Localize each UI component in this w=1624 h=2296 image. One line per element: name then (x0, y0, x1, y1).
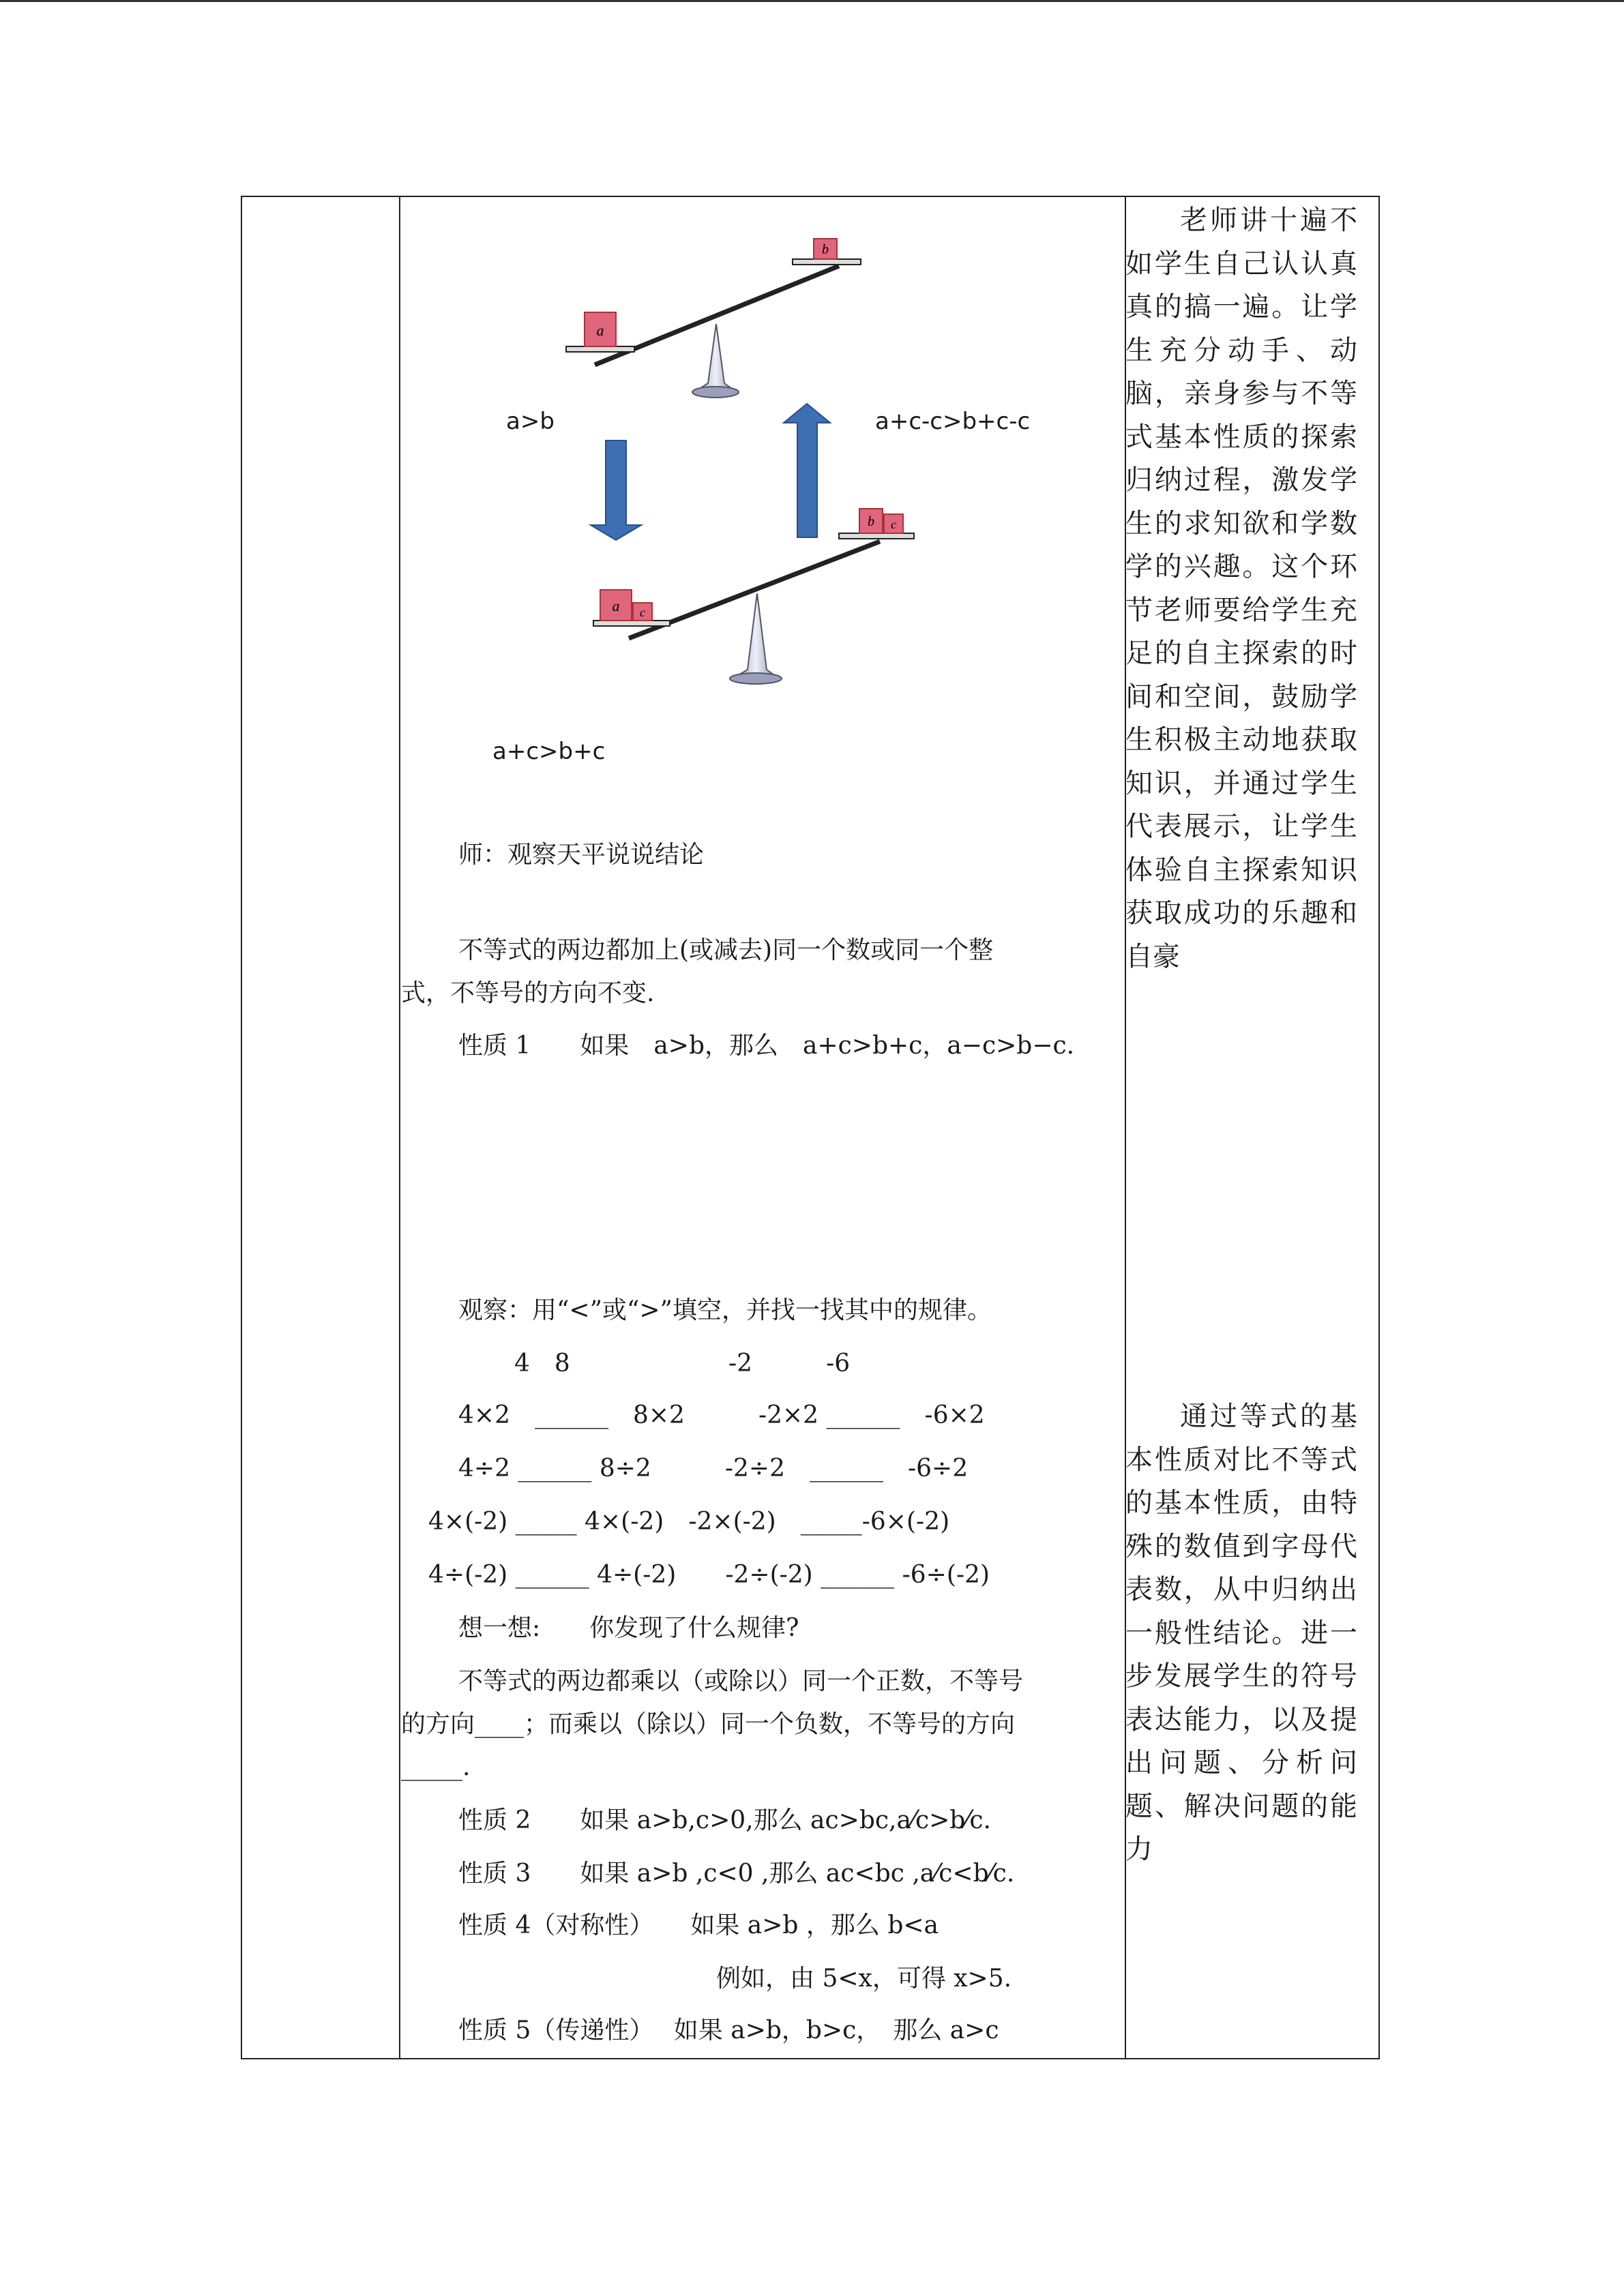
balance-diagram (477, 225, 1037, 702)
property-statement-line1: 不等式的两边都加上(或减去)同一个数或同一个整 (458, 936, 994, 964)
teaching-note-1 (1125, 199, 1357, 979)
column-divider-1 (399, 197, 400, 2058)
down-arrow (591, 441, 641, 540)
property-5: 性质 5（传递性） 如果 a>b，b>c， 那么 a>c (458, 2016, 999, 2044)
rule-line-1: 不等式的两边都乘以（或除以）同一个正数，不等号 (458, 1667, 1024, 1695)
row-4: 4÷(-2) ______ 4÷(-2) -2÷(-2) ______ -6÷(-2) (428, 1561, 990, 1589)
row-0-left: 4 8 (514, 1350, 570, 1377)
box-b-top-label: b (822, 242, 829, 257)
box-a-top-label: a (596, 322, 604, 339)
label-a-plus-c-gt-b-plus-c: a+c>b+c (492, 738, 606, 765)
property-statement-line2: 式，不等号的方向不变. (401, 979, 655, 1007)
property-3: 性质 3 如果 a>b ,c<0 ,那么 ac<bc ,a⁄c<b⁄c. (458, 1860, 1015, 1888)
top-balance (566, 239, 861, 398)
rule-line-2: 的方向____；而乘以（除以）同一个负数，不等号的方向 (401, 1710, 1016, 1738)
box-a-bottom-label: a (612, 597, 620, 614)
property-4: 性质 4（对称性） 如果 a>b ，那么 b<a (458, 1911, 939, 1939)
bottom-balance (593, 509, 914, 684)
label-a-plus-c-minus-c: a+c-c>b+c-c (875, 408, 1031, 435)
property-1: 性质 1 如果 a>b，那么 a+c>b+c，a−c>b−c. (458, 1032, 1075, 1060)
label-a-gt-b: a>b (506, 408, 555, 435)
box-c-bottom-right-label: c (891, 518, 896, 531)
teacher-prompt: 师：观察天平说说结论 (458, 841, 705, 869)
property-2: 性质 2 如果 a>b,c>0,那么 ac>bc,a⁄c>b⁄c. (458, 1806, 991, 1834)
row-1: 4×2 ______ 8×2 -2×2 ______ -6×2 (458, 1401, 985, 1429)
teaching-note-2-text: 通过等式的基本性质对比不等式的基本性质，由特殊的数值到字母代表数，从中归纳出一般性结论。进一步发展学生的符号表达能力，以及提出问题、分析问题、解决问题的能力 (1125, 1401, 1357, 1865)
row-0-right: -2 -6 (728, 1350, 851, 1377)
box-c-bottom-label: c (640, 606, 645, 619)
think-prompt: 想一想: 你发现了什么规律? (458, 1614, 799, 1642)
rule-line-3: _____. (401, 1753, 471, 1781)
observe-instruction: 观察：用“<”或“>”填空，并找一找其中的规律。 (458, 1296, 992, 1324)
row-2: 4÷2 ______ 8÷2 -2÷2 ______ -6÷2 (458, 1455, 969, 1482)
box-b-bottom-label: b (868, 514, 874, 529)
row-3: 4×(-2) _____ 4×(-2) -2×(-2) _____-6×(-2) (428, 1508, 950, 1536)
up-arrow (784, 404, 830, 537)
page-top-edge (0, 0, 1624, 2)
teaching-note-1-text: 老师讲十遍不如学生自己认认真真的搞一遍。让学生充分动手、动脑，亲身参与不等式基本性质的探索归纳过程，激发学生的求知欲和学数学的兴趣。这个环节老师要给学生充足的自主探索的时间和空间，鼓励学生积极主动地获取知识，并通过学生代表展示，让学生体验自主探索知识获取成功的乐趣和自豪 (1125, 205, 1357, 972)
teaching-note-2 (1125, 1395, 1357, 1872)
property-4-example: 例如，由 5<x，可得 x>5. (716, 1965, 1012, 1993)
